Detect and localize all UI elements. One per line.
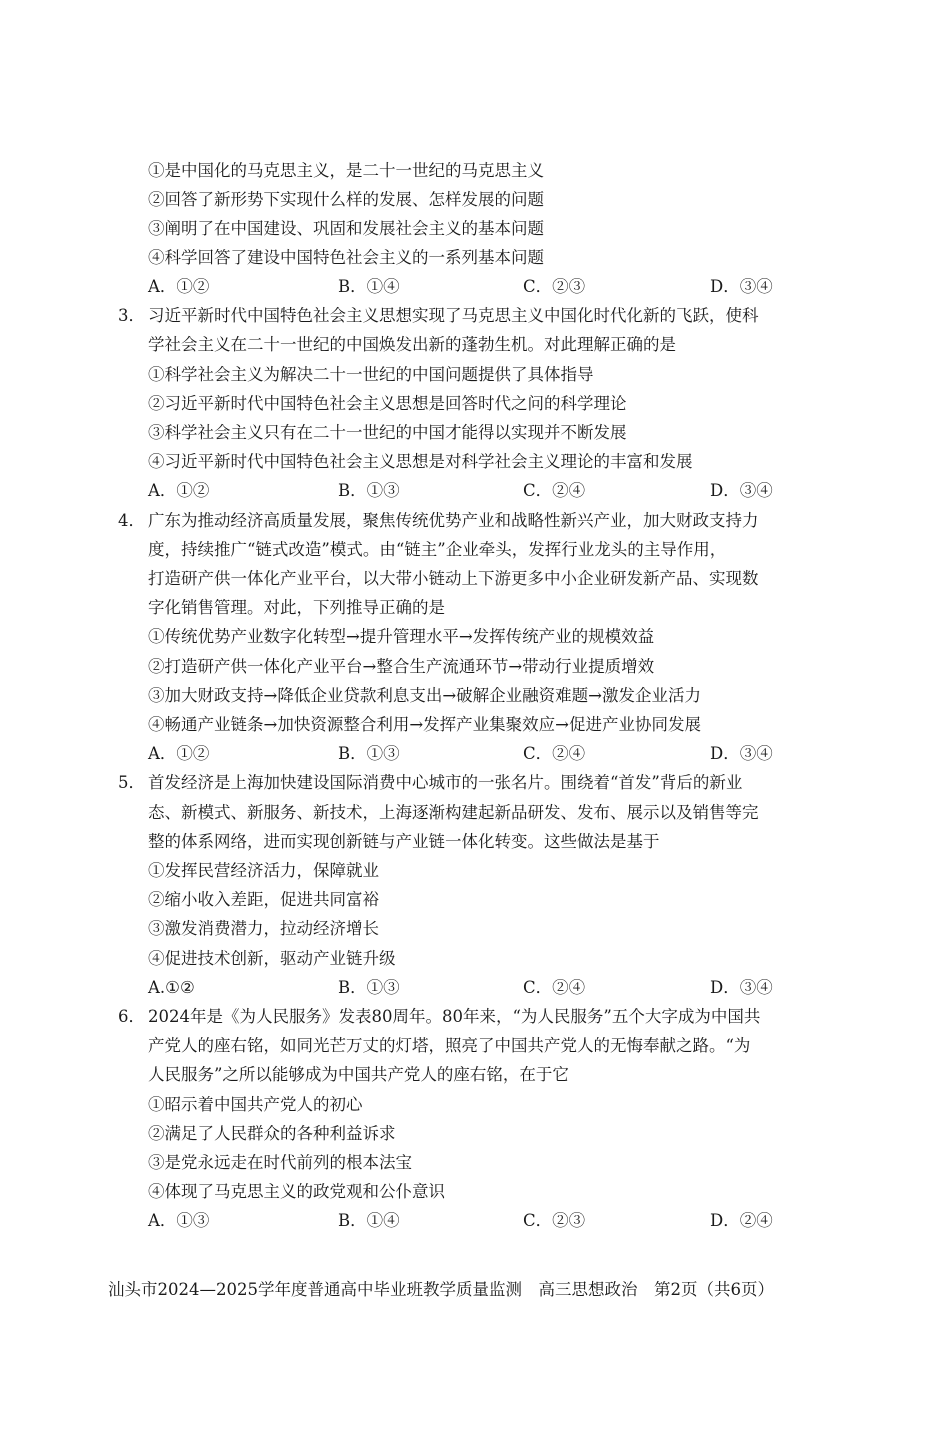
- q3-option-d: D．③④: [710, 481, 773, 500]
- q3-options: [148, 476, 788, 505]
- q6-option-d: D．②④: [710, 1211, 773, 1230]
- q5-stem-text-1: 首发经济是上海加快建设国际消费中心城市的一张名片。围绕着“首发”背后的新业: [148, 773, 743, 792]
- q5-stem-line-1: [118, 768, 742, 797]
- q2-option-d: D．③④: [710, 277, 773, 296]
- q2-item-1: ①是中国化的马克思主义，是二十一世纪的马克思主义: [148, 161, 544, 180]
- q5-item-1: ①发挥民营经济活力，保障就业: [148, 861, 379, 880]
- q2-option-a: A．①②: [148, 277, 210, 296]
- q4-option-b: B．①③: [338, 744, 400, 763]
- q6-option-b: B．①④: [338, 1211, 400, 1230]
- q3-item-3: ③科学社会主义只有在二十一世纪的中国才能得以实现并不断发展: [148, 423, 627, 442]
- q6-stem-line-1: [118, 1002, 760, 1031]
- q5-stem-line-3: 整的体系网络，进而实现创新链与产业链一体化转变。这些做法是基于: [148, 832, 660, 851]
- q3-item-4: ④习近平新时代中国特色社会主义思想是对科学社会主义理论的丰富和发展: [148, 452, 693, 471]
- q6-stem-line-2: 产党人的座右铭，如同光芒万丈的灯塔，照亮了中国共产党人的无悔奉献之路。“为: [148, 1036, 751, 1055]
- q3-stem-text-1: 习近平新时代中国特色社会主义思想实现了马克思主义中国化时代化新的飞跃，使科: [148, 306, 759, 325]
- q4-item-3: ③加大财政支持→降低企业贷款利息支出→破解企业融资难题→激发企业活力: [148, 686, 701, 705]
- q4-options: [148, 739, 788, 768]
- q5-stem-line-2: 态、新模式、新服务、新技术，上海逐渐构建起新品研发、发布、展示以及销售等完: [148, 803, 759, 822]
- q4-item-4: ④畅通产业链条→加快资源整合利用→发挥产业集聚效应→促进产业协同发展: [148, 715, 701, 734]
- q3-option-a: A．①②: [148, 481, 210, 500]
- q4-option-a: A．①②: [148, 744, 210, 763]
- q2-options: [148, 272, 788, 301]
- q4-option-d: D．③④: [710, 744, 773, 763]
- q2-item-3: ③阐明了在中国建设、巩固和发展社会主义的基本问题: [148, 219, 544, 238]
- q4-item-2: ②打造研产供一体化产业平台→整合生产流通环节→带动行业提质增效: [148, 657, 655, 676]
- q6-option-a: A．①③: [148, 1211, 210, 1230]
- q3-stem-line-1: [118, 301, 759, 330]
- q6-item-1: ①昭示着中国共产党人的初心: [148, 1095, 363, 1114]
- q6-item-2: ②满足了人民群众的各种利益诉求: [148, 1124, 396, 1143]
- q6-item-4: ④体现了马克思主义的政党观和公仆意识: [148, 1182, 445, 1201]
- q3-item-2: ②习近平新时代中国特色社会主义思想是回答时代之问的科学理论: [148, 394, 627, 413]
- q5-number: 5．: [118, 773, 145, 792]
- q6-stem-text-1: 2024年是《为人民服务》发表80周年。80年来，“为人民服务”五个大字成为中国共: [148, 1007, 761, 1026]
- q4-stem-line-1: [118, 506, 759, 535]
- q2-item-4: ④科学回答了建设中国特色社会主义的一系列基本问题: [148, 248, 544, 267]
- q3-stem-line-2: 学社会主义在二十一世纪的中国焕发出新的蓬勃生机。对此理解正确的是: [148, 335, 676, 354]
- q5-option-c: C．②④: [523, 978, 586, 997]
- q3-option-c: C．②④: [523, 481, 586, 500]
- q4-item-1: ①传统优势产业数字化转型→提升管理水平→发挥传统产业的规模效益: [148, 627, 655, 646]
- q5-item-4: ④促进技术创新，驱动产业链升级: [148, 949, 396, 968]
- q5-option-d: D．③④: [710, 978, 773, 997]
- q6-stem-line-3: 人民服务”之所以能够成为中国共产党人的座右铭，在于它: [148, 1065, 569, 1084]
- q5-item-2: ②缩小收入差距，促进共同富裕: [148, 890, 379, 909]
- q5-item-3: ③激发消费潜力，拉动经济增长: [148, 919, 379, 938]
- q6-options: [148, 1206, 788, 1235]
- q4-option-c: C．②④: [523, 744, 586, 763]
- q6-number: 6．: [118, 1007, 145, 1026]
- q5-option-a: A.①②: [148, 978, 195, 997]
- q4-stem-line-3: 打造研产供一体化产业平台，以大带小链动上下游更多中小企业研发新产品、实现数: [148, 569, 759, 588]
- q2-option-b: B．①④: [338, 277, 400, 296]
- q2-item-2: ②回答了新形势下实现什么样的发展、怎样发展的问题: [148, 190, 544, 209]
- q6-item-3: ③是党永远走在时代前列的根本法宝: [148, 1153, 412, 1172]
- q4-stem-line-4: 字化销售管理。对此，下列推导正确的是: [148, 598, 445, 617]
- q5-options: [148, 973, 788, 1002]
- q4-stem-text-1: 广东为推动经济高质量发展，聚焦传统优势产业和战略性新兴产业，加大财政支持力: [148, 511, 759, 530]
- q3-number: 3．: [118, 306, 145, 325]
- q5-option-b: B．①③: [338, 978, 400, 997]
- q6-option-c: C．②③: [523, 1211, 586, 1230]
- q4-number: 4．: [118, 511, 145, 530]
- q2-option-c: C．②③: [523, 277, 586, 296]
- q3-option-b: B．①③: [338, 481, 400, 500]
- q3-item-1: ①科学社会主义为解决二十一世纪的中国问题提供了具体指导: [148, 365, 594, 384]
- page-footer: 汕头市2024—2025学年度普通高中毕业班教学质量监测 高三思想政治 第2页（共6页）: [108, 1280, 774, 1299]
- q4-stem-line-2: 度，持续推广“链式改造”模式。由“链主”企业牵头，发挥行业龙头的主导作用，: [148, 540, 727, 559]
